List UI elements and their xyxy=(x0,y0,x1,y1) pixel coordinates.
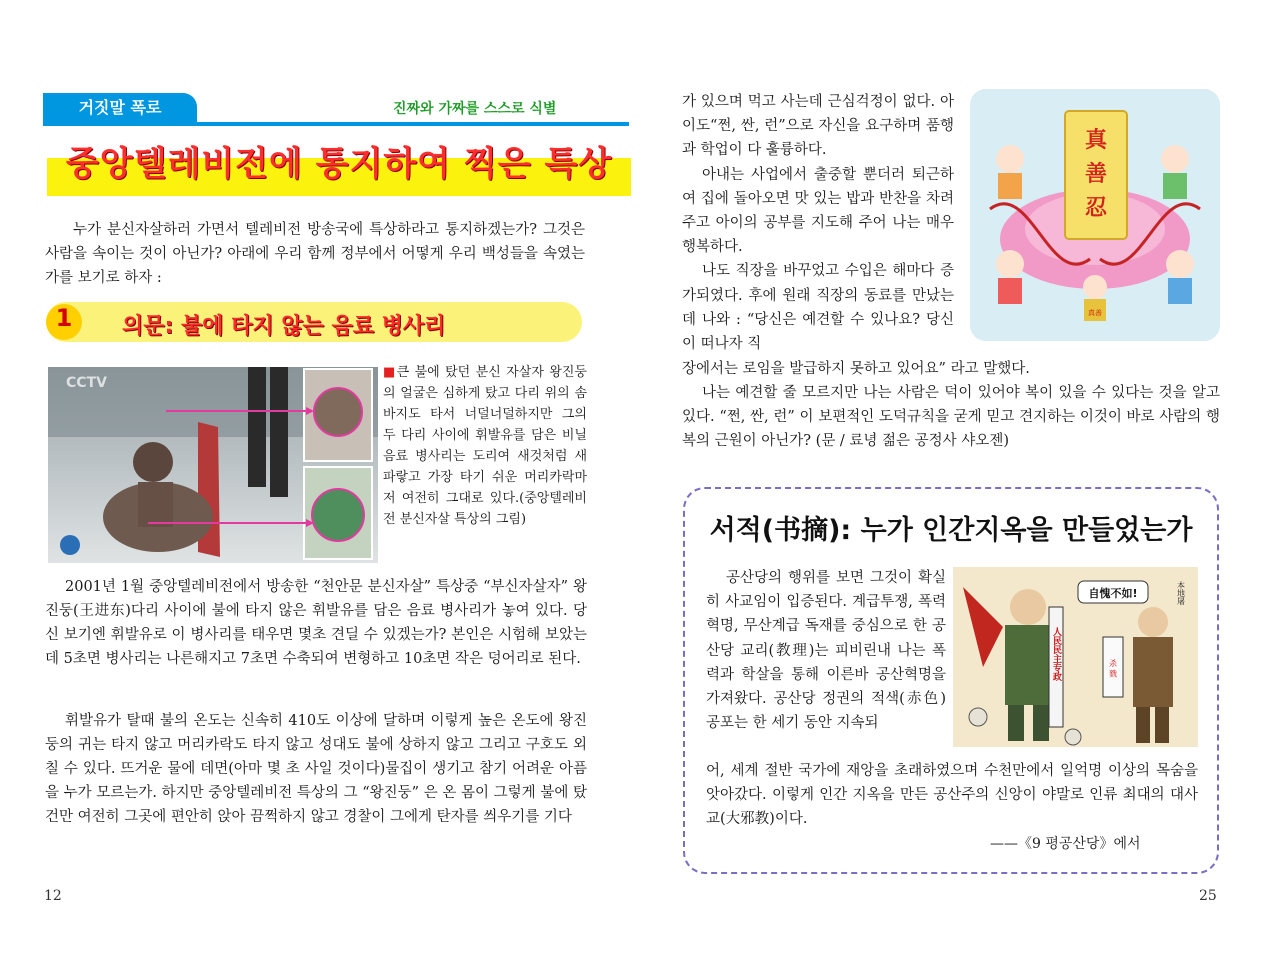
excerpt-title: 서적(书摘): 누가 인간지옥을 만들었는가 xyxy=(709,515,1193,546)
child-badge: 真善 xyxy=(1088,309,1102,317)
excerpt-text-1: 공산당의 행위를 보면 그것이 확실히 사교임이 입증된다. 계급투쟁, 폭력혁명, 무산계급 독재를 중심으로 한 공산당 교리(教理)는 피비린내 나는 폭력과 학살을 통해 이른바 공산혁명을 가져왔다. 공산당 정권의 적색(赤色) 공포는 한 세기 동안 지속되 xyxy=(706,570,946,732)
excerpt-source: ——《9 평공산당》에서 xyxy=(990,836,1141,852)
right-bottom-line-2: 나는 예견할 줄 모르지만 나는 사람은 덕이 있어야 복이 있을 수 있다는 것을 알고 있다. “쩐, 싼, 런” 이 보편적인 도덕규칙을 굳게 믿고 견지하는 이것이 바로 사람의 행복의 근원이 아닌가? (문 / 료녕 젊은 공정사 샤오젠) xyxy=(682,385,1220,449)
painting-illustration xyxy=(970,89,1220,341)
political-cartoon xyxy=(953,567,1198,747)
section-title: 의문: 불에 타지 않는 음료 병사리 xyxy=(122,314,446,339)
scroll-char-2: 善 xyxy=(1084,162,1108,187)
sword-text: 人民民主专政 xyxy=(1051,627,1061,681)
speech-bubble-text: 自愧不如! xyxy=(1088,587,1138,600)
intro-paragraph: 누가 분신자살하러 가면서 텔레비전 방송국에 특상하라고 통지하겠는가? 그것은 사람을 속이는 것이 아닌가? 아래에 우리 함께 정부에서 어떻게 우리 백성들을 속였는가를 보기로 하자 : xyxy=(45,222,585,286)
body-paragraph-2: 휘발유가 탈때 불의 온도는 신속히 410도 이상에 달하며 이렇게 높은 온도에 왕진둥의 귀는 타지 않고 머리카락도 타지 않고 성대도 불에 상하지 않고 그리고 구호도 외칠 수 있다. 뜨거운 물에 데면(아마 몇 초 사일 것이다)물집이 생기고 참기 어려운 아픔을 누가 모르는가. 하지만 중앙텔레비전 특상의 그 “왕진둥” 은 온 몸이 그렇게 불에 탔건만 여전히 그곳에 편안히 앉아 끔쩍하지 않고 경찰이 그에게 탄자를 씌우기를 기다 xyxy=(45,713,587,825)
page-number-left: 12 xyxy=(44,888,62,904)
section-tag: 거짓말 폭로 xyxy=(43,93,197,123)
right-top-line-1: 가 있으며 먹고 사는데 근심걱정이 없다. 아이도“쩐, 싼, 런”으로 자신을 요구하며 품행과 학업이 다 훌륭하다. xyxy=(682,94,954,159)
page-number-right: 25 xyxy=(1199,888,1217,904)
scroll-char-3: 忍 xyxy=(1084,196,1108,221)
watermark: CCTV xyxy=(66,375,107,391)
caption-marker: ■ xyxy=(383,365,397,380)
left-page xyxy=(0,0,632,978)
right-top-text xyxy=(682,90,954,356)
excerpt-text-2: 어, 세계 절반 국가에 재앙을 초래하였으며 수천만에서 일억명 이상의 목숨을 앗아갔다. 이렇게 인간 지옥을 만든 공산주의 신앙이 야말로 인류 최대의 대사교(大邪教)이다. xyxy=(706,763,1198,828)
tagline-text: 진짜와 가짜를 스스로 식별 xyxy=(393,101,557,117)
right-top-line-3: 나도 직장을 바꾸었고 수입은 해마다 증가되였다. 후에 원래 직장의 동료를 만났는데 나와 : “당신은 예견할 수 있나요? 당신이 떠나자 직 xyxy=(682,263,954,353)
cartoon-corner-text: 本地屠 xyxy=(1176,581,1186,605)
news-photo xyxy=(48,367,378,563)
body-paragraph-1: 2001년 1월 중앙텔레비전에서 방송한 “천안문 분신자살” 특상중 “부신자살자” 왕진둥(王进东)다리 사이에 불에 타지 않은 휘발유를 담은 음료 병사리가 놓여 있다. 당신 보기엔 휘발유로 이 병사리를 태우면 몇초 견딜 수 있겠는가? 본인은 시험해 보았는데 5초면 병사리는 나른해지고 7초면 수축되여 변형하고 10초면 작은 덩어리로 된다. xyxy=(45,579,587,667)
knife-text: 杀 戮 xyxy=(1108,659,1118,678)
cartoon-illustration xyxy=(953,567,1198,747)
page-title: 중앙텔레비전에 통지하여 찍은 특상 xyxy=(65,144,613,184)
scroll-char-1: 真 xyxy=(1084,128,1108,153)
zhen-shan-ren-painting xyxy=(970,89,1220,341)
section-number: 1 xyxy=(46,304,82,340)
right-bottom-line-1: 장에서는 로임을 발급하지 못하고 있어요” 라고 말했다. xyxy=(682,361,1030,377)
right-top-line-2: 아내는 사업에서 출중할 뿐더러 퇴근하여 집에 돌아오면 맛 있는 밥과 반찬을 차려주고 아이의 공부를 지도해 주어 나는 매우 행복하다. xyxy=(682,166,954,256)
caption-text: 큰 불에 탔던 분신 자살자 왕진둥의 얼굴은 심하게 탔고 다리 위의 솜 바지도 타서 너덜너덜하지만 그의 두 다리 사이에 휘발유를 담은 비닐음료 병사리는 도리여 새것처럼 새파랗고 가장 타기 쉬운 머리카락마저 여전히 그대로 있다.(중앙텔레비전 분신자살 특상의 그림) xyxy=(383,365,587,527)
tag-underline xyxy=(43,122,629,126)
news-photo-illustration xyxy=(48,367,378,563)
right-bottom-text xyxy=(682,357,1220,453)
photo-caption xyxy=(383,362,587,530)
